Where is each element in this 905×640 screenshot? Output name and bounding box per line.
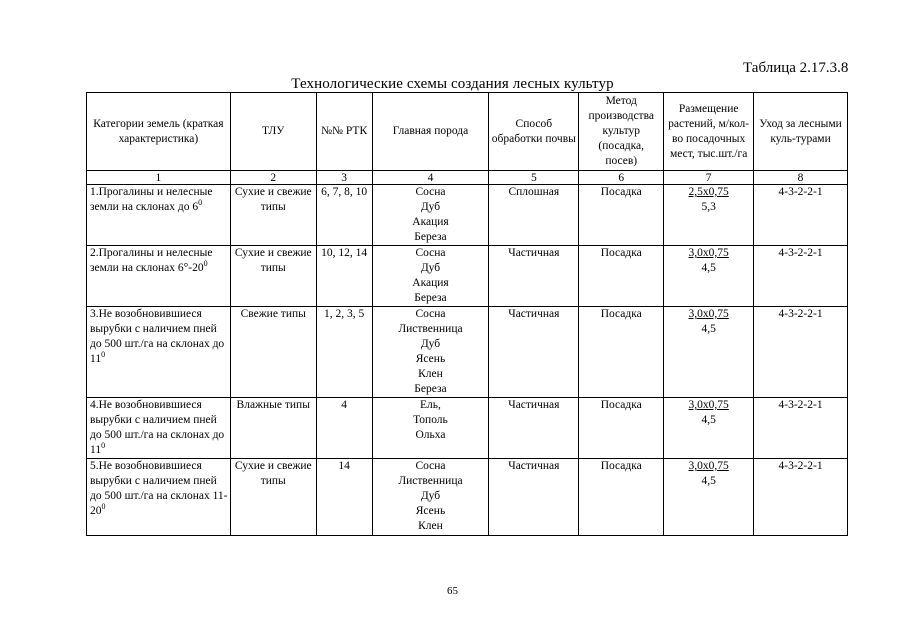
- method-cell: Посадка: [579, 398, 664, 459]
- method-cell: Посадка: [579, 307, 664, 398]
- spacing-cell: 2,5x0,75 5,3: [664, 185, 754, 246]
- column-number: 5: [489, 171, 579, 185]
- soil-treatment-cell: Частичная: [489, 398, 579, 459]
- header-row: [87, 93, 848, 171]
- land-category-cell: 5.Не возобновившиеся вырубки с наличием пней до 500 шт./га на склонах $11-20^0$: [87, 459, 231, 536]
- species-cell: Сосна Дуб Акация Береза: [372, 185, 489, 246]
- header-spacing: Размещение растений, м/кол-во посадочных мест, тыс.шт./га: [664, 93, 754, 171]
- column-number: 4: [372, 171, 489, 185]
- spacing-cell: 3,0x0,75 4,5: [664, 246, 754, 307]
- tlu-cell: Сухие и свежие типы: [230, 185, 316, 246]
- column-number: 8: [754, 171, 848, 185]
- soil-treatment-cell: Сплошная: [489, 185, 579, 246]
- rtk-cell: 10, 12, 14: [316, 246, 372, 307]
- tlu-cell: Сухие и свежие типы: [230, 459, 316, 536]
- header-category: Категории земель (краткая характеристика): [87, 93, 231, 171]
- rtk-cell: 14: [316, 459, 372, 536]
- species-cell: Ель, Тополь Ольха: [372, 398, 489, 459]
- rtk-cell: 1, 2, 3, 5: [316, 307, 372, 398]
- column-number-row: [87, 171, 848, 185]
- forest-culture-table: [86, 92, 848, 536]
- table-row: [87, 459, 848, 536]
- table-title: Технологические схемы создания лесных культур: [291, 76, 614, 92]
- rtk-cell: 4: [316, 398, 372, 459]
- header-method: Метод производства культур (посадка, посев): [579, 93, 664, 171]
- care-cell: 4-3-2-2-1: [754, 185, 848, 246]
- species-cell: Сосна Лиственница Дуб Ясень Клен: [372, 459, 489, 536]
- care-cell: 4-3-2-2-1: [754, 459, 848, 536]
- column-number: 1: [87, 171, 231, 185]
- tlu-cell: Свежие типы: [230, 307, 316, 398]
- header-tlu: ТЛУ: [230, 93, 316, 171]
- method-cell: Посадка: [579, 185, 664, 246]
- page-number: 65: [447, 585, 458, 597]
- table-row: [87, 307, 848, 398]
- soil-treatment-cell: Частичная: [489, 246, 579, 307]
- column-number: 7: [664, 171, 754, 185]
- land-category-cell: 1.Прогалины и нелесные земли на склонах до $6^0$: [87, 185, 231, 246]
- tlu-cell: Влажные типы: [230, 398, 316, 459]
- column-number: 3: [316, 171, 372, 185]
- table-row: [87, 246, 848, 307]
- spacing-cell: 3,0x0,75 4,5: [664, 307, 754, 398]
- soil-treatment-cell: Частичная: [489, 459, 579, 536]
- care-cell: 4-3-2-2-1: [754, 246, 848, 307]
- land-category-cell: 2.Прогалины и нелесные земли на склонах $6^\circ-20^0$: [87, 246, 231, 307]
- table-label: Таблица 2.17.3.8: [743, 60, 849, 76]
- soil-treatment-cell: Частичная: [489, 307, 579, 398]
- rtk-cell: 6, 7, 8, 10: [316, 185, 372, 246]
- spacing-cell: 3,0x0,75 4,5: [664, 398, 754, 459]
- land-category-cell: 3.Не возобновившиеся вырубки с наличием пней до 500 шт./га на склонах до $11^0$: [87, 307, 231, 398]
- table-row: [87, 398, 848, 459]
- column-number: 2: [230, 171, 316, 185]
- species-cell: Сосна Лиственница Дуб Ясень Клен Береза: [372, 307, 489, 398]
- header-soil: Способ обработки почвы: [489, 93, 579, 171]
- table-row: [87, 185, 848, 246]
- header-care: Уход за лесными куль-турами: [754, 93, 848, 171]
- tlu-cell: Сухие и свежие типы: [230, 246, 316, 307]
- care-cell: 4-3-2-2-1: [754, 307, 848, 398]
- method-cell: Посадка: [579, 246, 664, 307]
- land-category-cell: 4.Не возобновившиеся вырубки с наличием пней до 500 шт./га на склонах до $11^0$: [87, 398, 231, 459]
- species-cell: Сосна Дуб Акация Береза: [372, 246, 489, 307]
- header-species: Главная порода: [372, 93, 489, 171]
- method-cell: Посадка: [579, 459, 664, 536]
- column-number: 6: [579, 171, 664, 185]
- care-cell: 4-3-2-2-1: [754, 398, 848, 459]
- header-rtk: №№ РТК: [316, 93, 372, 171]
- spacing-cell: 3,0x0,75 4,5: [664, 459, 754, 536]
